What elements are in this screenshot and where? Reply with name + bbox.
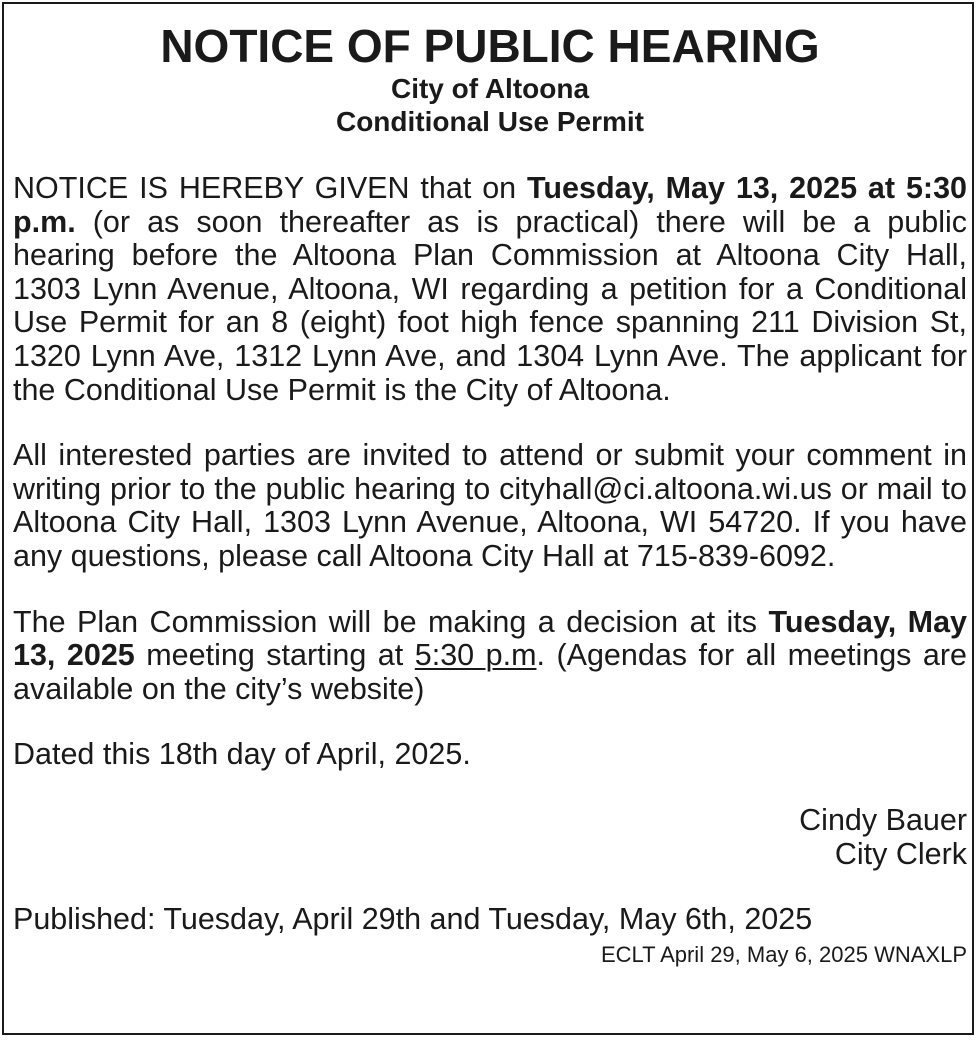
notice-title: NOTICE OF PUBLIC HEARING — [160, 20, 820, 72]
signer-name: Cindy Bauer — [799, 802, 967, 837]
signer-title: City Clerk — [834, 836, 967, 871]
published-line: Published: Tuesday, April 29th and Tuesday, May 6th, 2025 — [13, 902, 813, 937]
hearing-date-time: Tuesday, May 13, 2025 at 5:30 p.m. — [13, 171, 967, 239]
meeting-date: Tuesday, May 13, 2025 — [13, 604, 967, 673]
publication-reference: ECLT April 29, May 6, 2025 WNAXLP — [600, 941, 967, 967]
notice-subject: Conditional Use Permit — [335, 106, 645, 137]
hearing-paragraph — [13, 172, 967, 407]
signature-block — [13, 804, 967, 871]
city-name: City of Altoona — [390, 73, 590, 104]
hearing-lead: NOTICE IS HEREBY GIVEN that on — [13, 171, 528, 205]
public-notice — [13, 20, 967, 969]
comment-paragraph: All interested parties are invited to attend or submit your comment in writing prior to the public hearing to cityhall@ci.altoona.wi.us or mail to Altoona City Hall, 1303 Lynn Avenue, Altoona, WI 54720. If you have any questions, please call Altoona City Hall at 715-839-6092. — [13, 438, 967, 573]
hearing-body: (or as soon thereafter as is practical) there will be a public hearing before the Altoona Plan Commission at Altoona City Hall, 1303 Lynn Avenue, Altoona, WI regarding a petition for a Conditional Use Permit for an 8 (eight) foot high fence spanning 211 Division St, 1320 Lynn Ave, 1312 Lynn Ave, and 1304 Lynn Ave. The applicant for the Conditional Use Permit is the City of Altoona. — [13, 204, 967, 407]
decision-lead: The Plan Commission will be making a decision at its — [13, 604, 769, 639]
dated-line: Dated this 18th day of April, 2025. — [13, 737, 471, 772]
decision-paragraph — [13, 606, 967, 707]
decision-tail: . (Agendas for all meetings are available on the city’s website) — [13, 638, 968, 706]
decision-middle: meeting starting at — [134, 638, 415, 673]
meeting-time: 5:30 p.m — [414, 638, 537, 673]
